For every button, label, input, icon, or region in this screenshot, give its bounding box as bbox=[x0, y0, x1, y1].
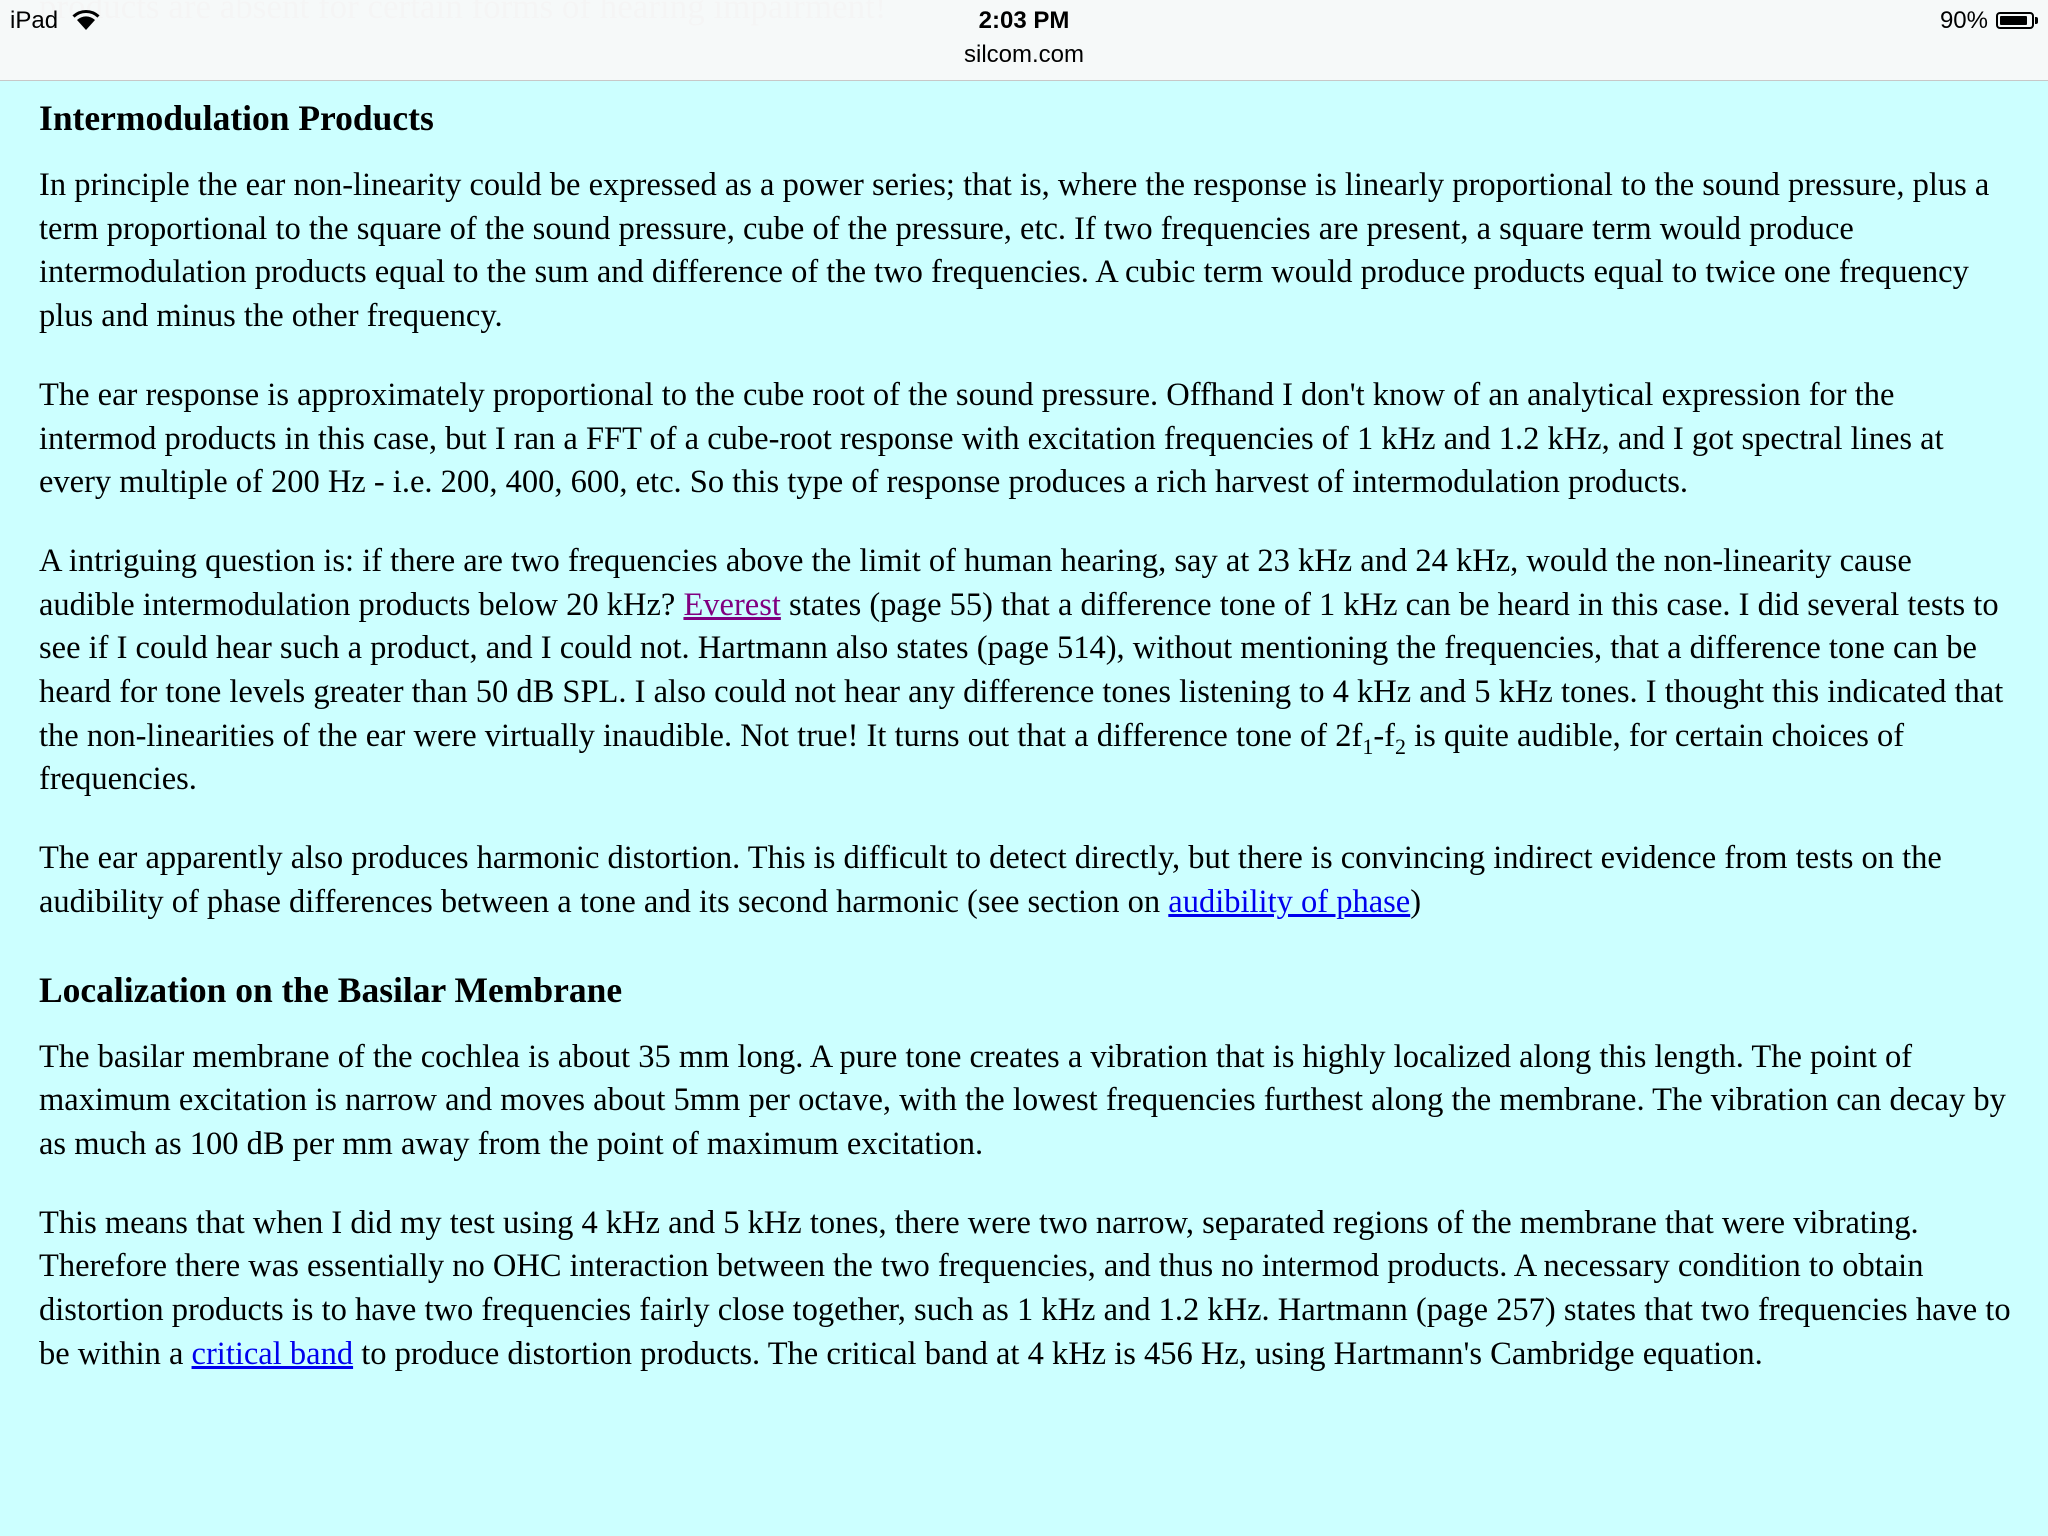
text-run: states (page 55) that a difference tone of 1 kHz can be heard in this case. I did several tests to see if I could hear such a product, and I could not. Hartmann also states (page 514), without mentioning the frequencies, that a difference tone can be heard for tone levels greater than 50 dB SPL. I also could not hear any difference tones listening to 4 kHz and 5 kHz tones. I thought this indicated that the non-linearities of the ear were virtually inaudible. Not true! It turns out that a difference tone of bbox=[39, 586, 2004, 754]
everest-link[interactable]: Everest bbox=[683, 586, 781, 623]
paragraph: The ear response is approximately proportional to the cube root of the sound pressure. Offhand I don't know of an analytical expression for the intermod products in this case, but I ran a FFT of a cube-root response with excitation frequencies of 1 kHz and 1.2 kHz, and I got spectral lines at every multiple of 200 Hz - i.e. 200, 400, 600, etc. So this type of response produces a rich harvest of intermodulation products. bbox=[39, 376, 1944, 501]
text-run: The ear apparently also produces harmonic distortion. This is difficult to detect directly, but there is convincing indirect evidence from tests on the audibility of phase differences between a tone and its second harmonic (see section on bbox=[39, 840, 1942, 920]
heading-localization-basilar-membrane: Localization on the Basilar Membrane bbox=[39, 969, 623, 1010]
subscript: 1 bbox=[1362, 733, 1374, 759]
text-run: A intriguing question is: if there are two frequencies above the limit of human hearing, say at 23 kHz and 24 kHz, would the non-linearity cause audible intermodulation products below 20 kHz? bbox=[39, 542, 1912, 623]
paragraph bbox=[39, 1202, 2014, 1377]
address-bar[interactable]: silcom.com bbox=[963, 41, 1084, 68]
critical-band-link[interactable]: critical band bbox=[191, 1335, 354, 1372]
battery-level bbox=[2000, 16, 2027, 25]
status-bar bbox=[0, 0, 2048, 81]
clock: 2:03 PM bbox=[978, 7, 1070, 34]
paragraph: The basilar membrane of the cochlea is about 35 mm long. A pure tone creates a vibration that is highly localized along this length. The point of maximum excitation is narrow and moves about 5mm per octave, with the lowest frequencies furthest along the membrane. The vibration can decay by as much as 100 dB per mm away from the point of maximum excitation. bbox=[39, 1038, 2006, 1162]
paragraph bbox=[39, 837, 2014, 924]
text-run: This means that when I did my test using 4 kHz and 5 kHz tones, there were two narrow, separated regions of the membrane that were vibrating. Therefore there was essentially no OHC interaction between the two frequencies, and thus no intermod products. A necessary condition to obtain distortion products is to have two frequencies fairly close together, such as 1 kHz and 1.2 kHz. Hartmann (page 257) states that two frequencies have to be within a bbox=[39, 1204, 2011, 1372]
heading-intermodulation-products: Intermodulation Products bbox=[39, 98, 434, 138]
paragraph bbox=[39, 540, 2014, 802]
formula-text: -f bbox=[1373, 717, 1395, 754]
paragraph: In principle the ear non-linearity could be expressed as a power series; that is, where the response is linearly proportional to the sound pressure, plus a term proportional to the square of the sound pressure, cube of the pressure, etc. If two frequencies are present, a square term would produce intermodulation products equal to the sum and difference of the two frequencies. A cubic term would produce products equal to twice one frequency plus and minus the other frequency. bbox=[39, 167, 1990, 335]
text-run: to produce distortion products. The critical band at 4 kHz is 456 Hz, using Hartmann's Cambridge equation. bbox=[353, 1335, 1763, 1372]
text-run: is quite audible, for certain choices of frequencies. bbox=[39, 717, 1905, 798]
article-content bbox=[39, 88, 2014, 1411]
subscript: 2 bbox=[1394, 733, 1406, 759]
audibility-of-phase-link[interactable]: audibility of phase bbox=[1168, 883, 1411, 920]
text-run: ) bbox=[1410, 883, 1422, 920]
battery-percentage: 90% bbox=[1939, 7, 1988, 34]
formula-text: 2f bbox=[1335, 717, 1363, 754]
device-name: iPad bbox=[10, 7, 59, 34]
battery-icon bbox=[1996, 12, 2034, 29]
